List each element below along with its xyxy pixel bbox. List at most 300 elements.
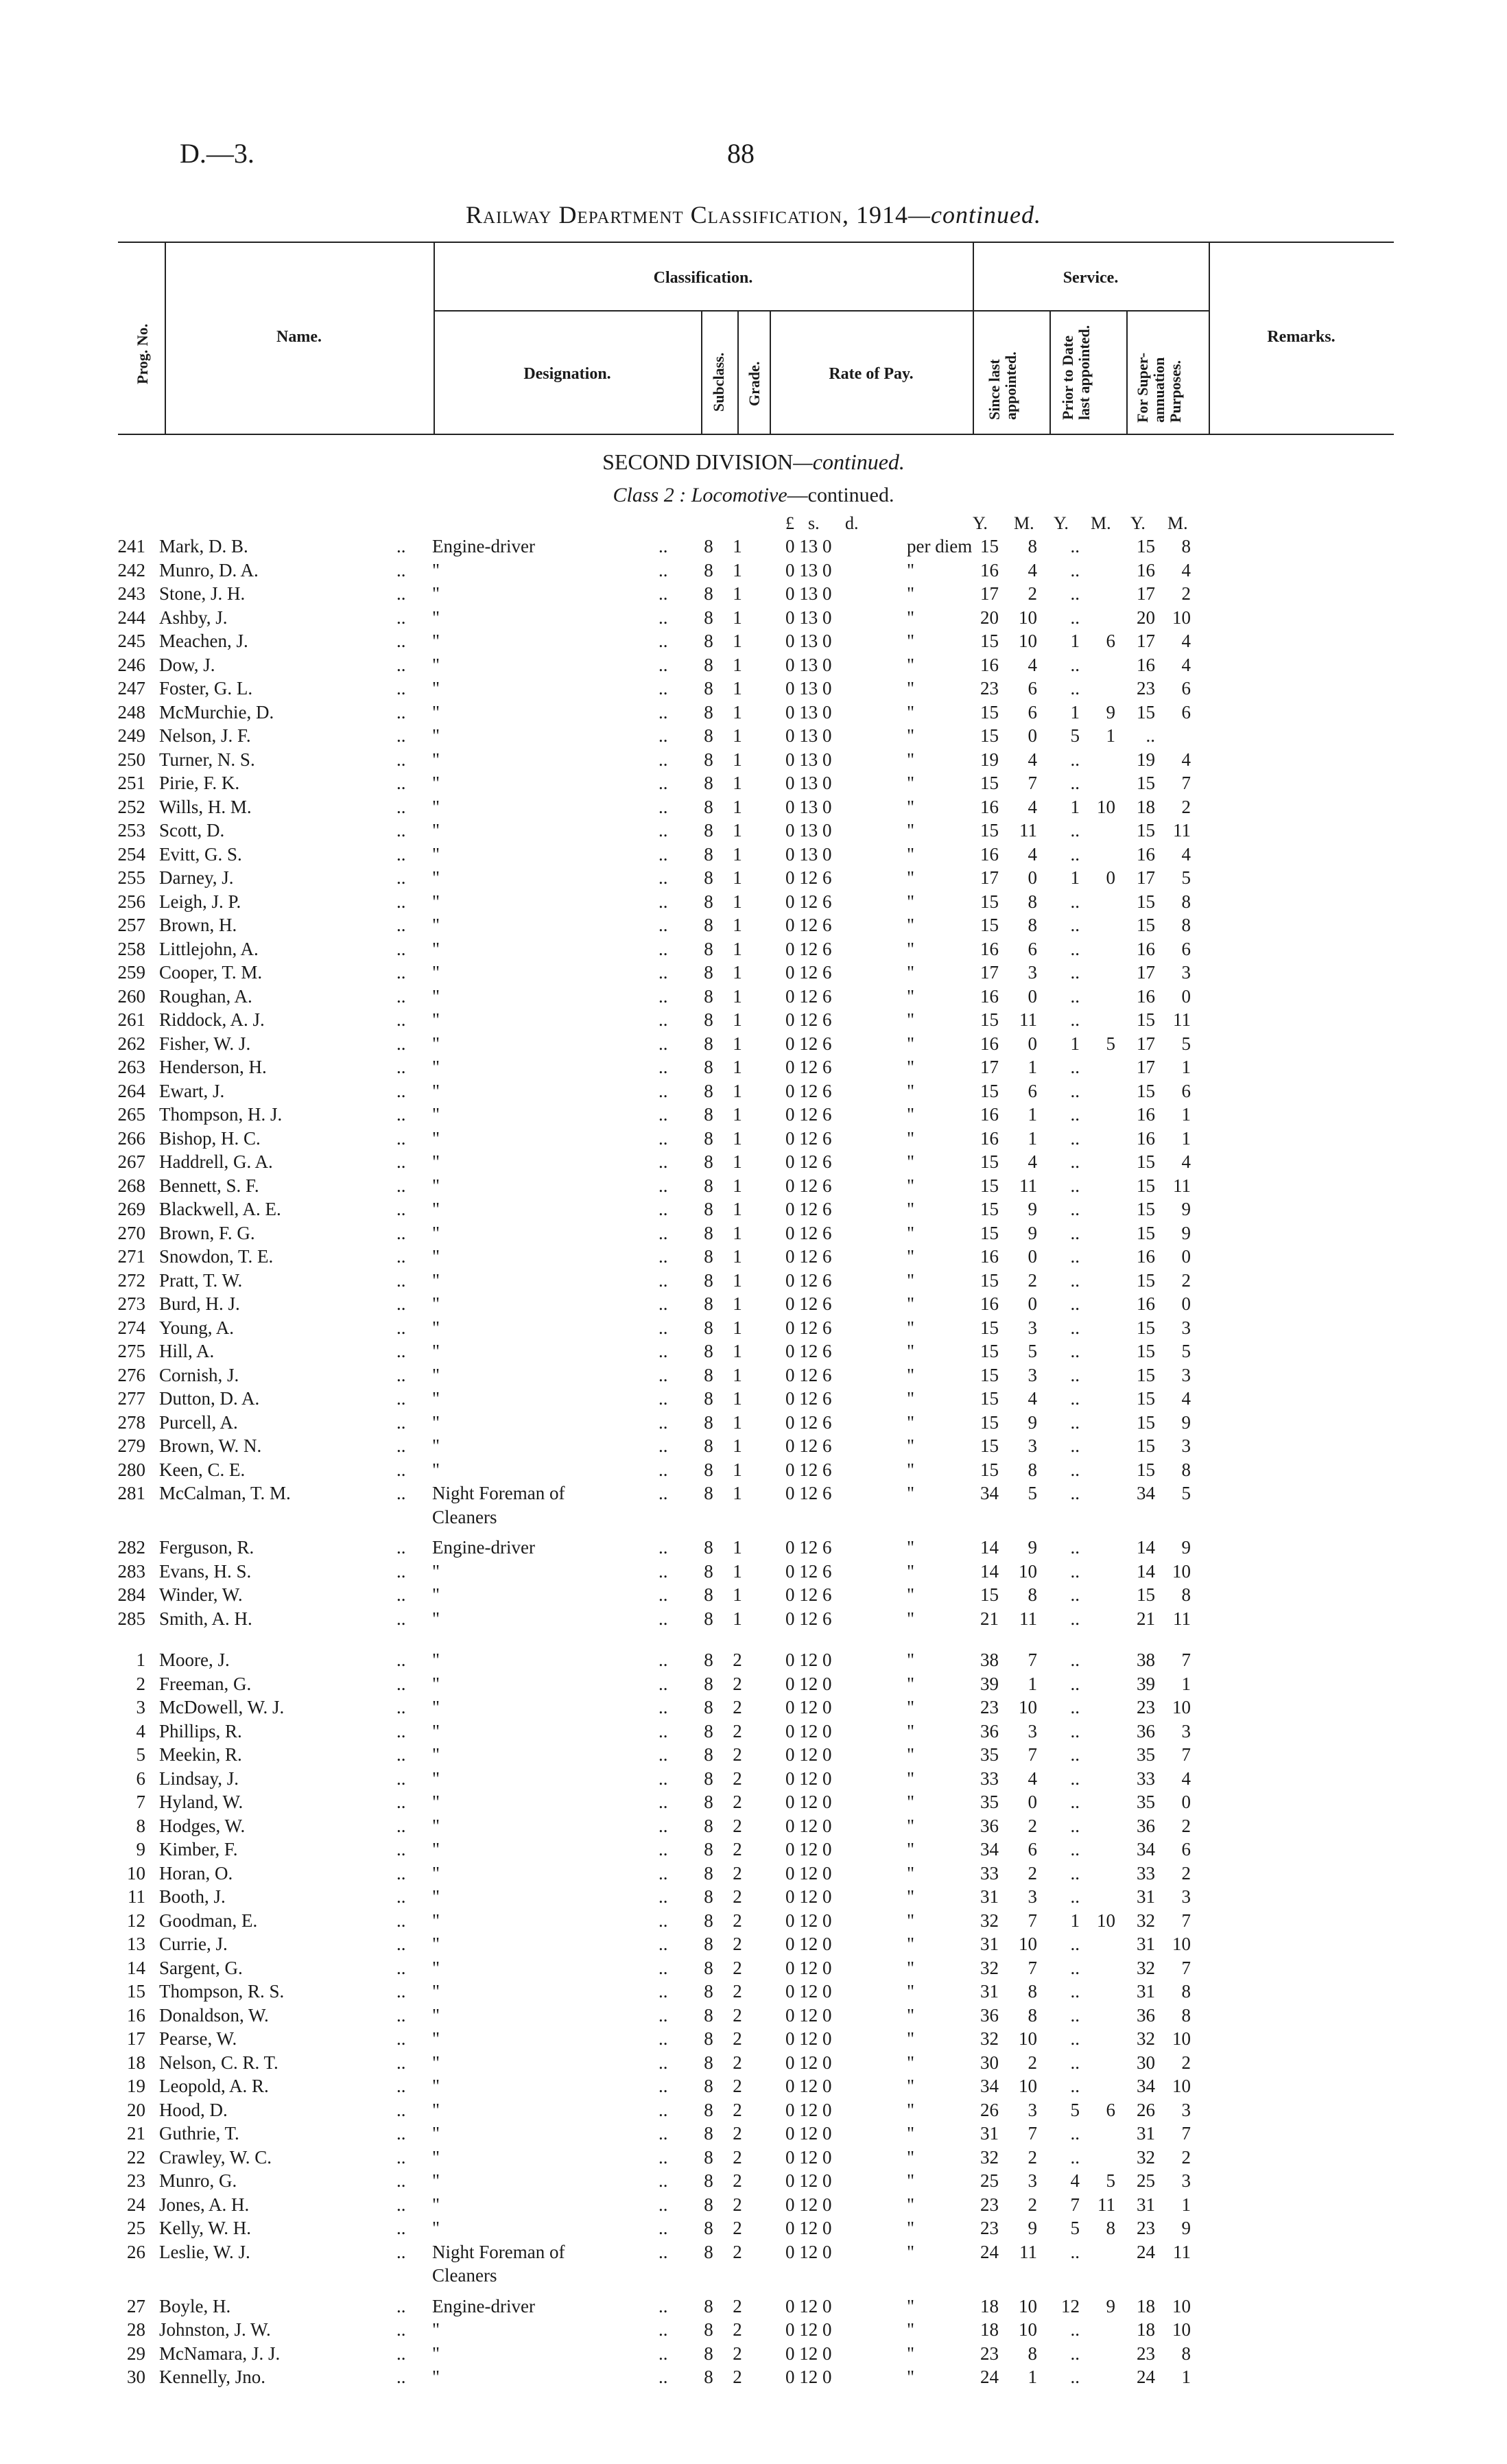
pay-period: " [907, 939, 915, 959]
section-heading [0, 449, 1507, 475]
pay-period: " [907, 1435, 915, 1456]
rate-of-pay: 0 12 0 [785, 2170, 832, 2191]
rate-of-pay: 0 12 6 [785, 1483, 832, 1503]
employee-name: Freeman, G. [159, 1674, 252, 1694]
table-row [0, 1744, 1507, 1765]
rate-of-pay: 0 12 6 [785, 1057, 832, 1077]
super-months: 10 [1172, 2028, 1191, 2049]
table-row [0, 535, 1507, 557]
designation: " [432, 1365, 440, 1385]
prior-years: .. [1070, 2005, 1080, 2026]
table-row [0, 1560, 1507, 1582]
since-years: 17 [980, 867, 999, 888]
leader-dots: .. [658, 1199, 668, 1219]
subclass: 8 [704, 1584, 713, 1605]
grade: 2 [733, 1863, 742, 1884]
employee-name: Thompson, H. J. [159, 1104, 283, 1125]
prior-years: .. [1070, 844, 1080, 865]
prior-years: .. [1070, 820, 1080, 841]
grade: 1 [733, 1033, 742, 1054]
rate-of-pay: 0 12 0 [785, 1792, 832, 1812]
table-row [0, 2264, 1507, 2286]
since-months: 4 [1028, 560, 1037, 580]
since-years: 26 [980, 2100, 999, 2120]
since-months: 4 [1028, 1151, 1037, 1172]
designation: " [432, 1561, 440, 1582]
pay-period: " [907, 1768, 915, 1789]
grade: 1 [733, 1365, 742, 1385]
col-name: Name. [276, 328, 322, 346]
super-months: 5 [1181, 1341, 1191, 1361]
leader-dots: .. [396, 2242, 406, 2262]
designation: " [432, 2028, 440, 2049]
rate-of-pay: 0 12 6 [785, 867, 832, 888]
grade: 1 [733, 1293, 742, 1314]
grade: 1 [733, 1246, 742, 1267]
subclass: 8 [704, 1934, 713, 1954]
pay-period: " [907, 2367, 915, 2387]
leader-dots: .. [658, 962, 668, 983]
grade: 1 [733, 939, 742, 959]
table-row [0, 1838, 1507, 1860]
since-years: 38 [980, 1650, 999, 1670]
prior-months: 6 [1106, 631, 1115, 651]
prior-months: 9 [1106, 702, 1115, 723]
leader-dots: .. [658, 1910, 668, 1931]
grade: 2 [733, 1910, 742, 1931]
since-months: 9 [1028, 1199, 1037, 1219]
leader-dots: .. [396, 1537, 406, 1558]
prior-years: 1 [1070, 631, 1080, 651]
leader-dots: .. [396, 2367, 406, 2387]
pay-period: " [907, 1839, 915, 1859]
prog-no: 28 [127, 2319, 145, 2340]
subclass: 8 [704, 797, 713, 817]
since-months: 2 [1028, 1270, 1037, 1291]
pay-period: " [907, 583, 915, 604]
super-years: 15 [1137, 1270, 1155, 1291]
table-row [0, 654, 1507, 676]
leader-dots: .. [396, 1175, 406, 1196]
super-years: 16 [1137, 560, 1155, 580]
prog-no: 14 [127, 1958, 145, 1978]
designation: " [432, 1981, 440, 2002]
subclass: 8 [704, 2100, 713, 2120]
super-years: 19 [1137, 749, 1155, 770]
subclass: 8 [704, 678, 713, 699]
since-years: 31 [980, 1886, 999, 1907]
super-years: 23 [1137, 1697, 1155, 1717]
table-row [0, 819, 1507, 841]
super-months: 9 [1181, 1223, 1191, 1243]
designation: " [432, 631, 440, 651]
employee-name: Pirie, F. K. [159, 773, 240, 793]
table-row [0, 1862, 1507, 1884]
super-months: 2 [1181, 2052, 1191, 2073]
employee-name: Snowdon, T. E. [159, 1246, 274, 1267]
col-divider [1049, 310, 1051, 435]
leader-dots: .. [658, 2100, 668, 2120]
leader-dots: .. [658, 939, 668, 959]
designation: " [432, 820, 440, 841]
designation: " [432, 1435, 440, 1456]
leader-dots: .. [396, 1744, 406, 1765]
super-years: 34 [1137, 1483, 1155, 1503]
page-number: 88 [727, 138, 755, 169]
employee-name: Brown, W. N. [159, 1435, 262, 1456]
pay-period: " [907, 2343, 915, 2364]
pay-period: " [907, 1561, 915, 1582]
grade: 2 [733, 2343, 742, 2364]
prior-months: 6 [1106, 2100, 1115, 2120]
since-months: 7 [1028, 2123, 1037, 2144]
table-row [0, 1506, 1507, 1528]
rate-of-pay: 0 12 6 [785, 891, 832, 912]
grade: 2 [733, 1721, 742, 1741]
super-months: 8 [1181, 536, 1191, 556]
rate-of-pay: 0 12 0 [785, 2123, 832, 2144]
employee-name: Ferguson, R. [159, 1537, 254, 1558]
prog-no: 285 [117, 1608, 145, 1629]
leader-dots: .. [396, 2076, 406, 2096]
prior-years: .. [1070, 1009, 1080, 1030]
leader-dots: .. [658, 1057, 668, 1077]
employee-name: Ewart, J. [159, 1081, 225, 1101]
leader-dots: .. [658, 536, 668, 556]
subclass: 8 [704, 1341, 713, 1361]
class-suffix: —continued. [787, 484, 894, 506]
super-months: 9 [1181, 1199, 1191, 1219]
leader-dots: .. [396, 1792, 406, 1812]
super-years: 26 [1137, 2100, 1155, 2120]
since-months: 3 [1028, 1317, 1037, 1338]
pay-period: " [907, 749, 915, 770]
employee-name: Wills, H. M. [159, 797, 252, 817]
title-main: Railway Department Classification, 1914 [466, 201, 909, 228]
super-months: 9 [1181, 1537, 1191, 1558]
prior-years: .. [1070, 1768, 1080, 1789]
rate-of-pay: 0 12 6 [785, 1459, 832, 1480]
since-months: 10 [1019, 631, 1037, 651]
prog-no: 277 [117, 1388, 145, 1409]
super-months: 1 [1181, 1128, 1191, 1149]
employee-name: Darney, J. [159, 867, 234, 888]
prior-years: .. [1070, 2076, 1080, 2096]
leader-dots: .. [396, 1199, 406, 1219]
designation: " [432, 702, 440, 723]
grade: 1 [733, 1081, 742, 1101]
super-years: 15 [1137, 820, 1155, 841]
super-months: 2 [1181, 1816, 1191, 1836]
super-years: 15 [1137, 1365, 1155, 1385]
leader-dots: .. [396, 2296, 406, 2316]
prior-years: .. [1070, 749, 1080, 770]
rate-of-pay: 0 13 0 [785, 655, 832, 675]
table-row [0, 1245, 1507, 1267]
super-years: 15 [1137, 1412, 1155, 1433]
super-months: 3 [1181, 2100, 1191, 2120]
since-months: 10 [1019, 2296, 1037, 2316]
pay-period: " [907, 1674, 915, 1694]
leader-dots: .. [658, 2319, 668, 2340]
since-years: 36 [980, 2005, 999, 2026]
super-years: 15 [1137, 1151, 1155, 1172]
pay-period: " [907, 607, 915, 628]
grade: 1 [733, 1537, 742, 1558]
prior-years: .. [1070, 1128, 1080, 1149]
employee-name: Scott, D. [159, 820, 225, 841]
rate-of-pay: 0 12 0 [785, 1768, 832, 1789]
table-row [0, 961, 1507, 983]
prior-years: .. [1070, 2319, 1080, 2340]
leader-dots: .. [396, 797, 406, 817]
super-months: 10 [1172, 2319, 1191, 2340]
prior-years: .. [1070, 2028, 1080, 2049]
super-years: 17 [1137, 1057, 1155, 1077]
prog-no: 269 [117, 1199, 145, 1219]
grade: 2 [733, 2218, 742, 2238]
prog-no: 253 [117, 820, 145, 841]
employee-name: Dutton, D. A. [159, 1388, 260, 1409]
super-years: 16 [1137, 1104, 1155, 1125]
leader-dots: .. [658, 2194, 668, 2215]
since-years: 31 [980, 1934, 999, 1954]
leader-dots: .. [658, 1768, 668, 1789]
leader-dots: .. [396, 536, 406, 556]
since-years: 36 [980, 1816, 999, 1836]
table-row [0, 843, 1507, 865]
table-row [0, 2241, 1507, 2263]
employee-name: Riddock, A. J. [159, 1009, 265, 1030]
table-row [0, 607, 1507, 629]
prior-years: 5 [1070, 725, 1080, 746]
since-months: 4 [1028, 844, 1037, 865]
rate-of-pay: 0 12 6 [785, 986, 832, 1007]
leader-dots: .. [658, 1697, 668, 1717]
rate-of-pay: 0 12 0 [785, 1697, 832, 1717]
pay-period: " [907, 2296, 915, 2316]
super-months: 3 [1181, 1317, 1191, 1338]
leader-dots: .. [658, 773, 668, 793]
since-months: 7 [1028, 1744, 1037, 1765]
pay-period: " [907, 1175, 915, 1196]
designation: " [432, 1293, 440, 1314]
since-months: 0 [1028, 1033, 1037, 1054]
prior-years: .. [1070, 773, 1080, 793]
subclass: 8 [704, 2319, 713, 2340]
since-years: 15 [980, 1223, 999, 1243]
since-years: 23 [980, 1697, 999, 1717]
super-months: 7 [1181, 1910, 1191, 1931]
employee-name: Kelly, W. H. [159, 2218, 251, 2238]
since-years: 16 [980, 1104, 999, 1125]
super-years: 15 [1137, 1009, 1155, 1030]
grade: 1 [733, 1435, 742, 1456]
super-months: 7 [1181, 1958, 1191, 1978]
subclass: 8 [704, 1459, 713, 1480]
since-months: 5 [1028, 1341, 1037, 1361]
super-years: 31 [1137, 2123, 1155, 2144]
designation: " [432, 1674, 440, 1694]
super-years: 16 [1137, 1246, 1155, 1267]
since-months: 6 [1028, 678, 1037, 699]
grade: 2 [733, 1886, 742, 1907]
grade: 1 [733, 797, 742, 817]
super-years: 15 [1137, 891, 1155, 912]
grade: 2 [733, 2028, 742, 2049]
designation: " [432, 2076, 440, 2096]
super-months: 1 [1181, 1674, 1191, 1694]
pay-period: per diem [907, 536, 973, 556]
since-months: 2 [1028, 2194, 1037, 2215]
employee-name: Purcell, A. [159, 1412, 238, 1433]
col-designation: Designation. [523, 365, 611, 383]
leader-dots: .. [396, 1412, 406, 1433]
employee-name: Mark, D. B. [159, 536, 248, 556]
grade: 2 [733, 2194, 742, 2215]
rate-of-pay: 0 12 0 [785, 2100, 832, 2120]
rate-of-pay: 0 12 6 [785, 1246, 832, 1267]
rate-of-pay: 0 13 0 [785, 583, 832, 604]
pay-period: " [907, 2170, 915, 2191]
leader-dots: .. [396, 1128, 406, 1149]
designation: " [432, 2005, 440, 2026]
employee-name: Horan, O. [159, 1863, 233, 1884]
leader-dots: .. [658, 915, 668, 935]
table-row [0, 1768, 1507, 1790]
rate-of-pay: 0 12 0 [785, 2242, 832, 2262]
col-prog-no: Prog. No. [134, 323, 151, 384]
leader-dots: .. [658, 1223, 668, 1243]
rate-of-pay: 0 12 0 [785, 2147, 832, 2168]
designation: " [432, 867, 440, 888]
designation: " [432, 915, 440, 935]
pay-period: " [907, 2005, 915, 2026]
subclass: 8 [704, 1537, 713, 1558]
prior-years: .. [1070, 1650, 1080, 1670]
super-years: 17 [1137, 583, 1155, 604]
prog-no: 10 [127, 1863, 145, 1884]
table-row [0, 1886, 1507, 1908]
since-years: 15 [980, 820, 999, 841]
subclass: 8 [704, 939, 713, 959]
leader-dots: .. [658, 2147, 668, 2168]
pay-period: " [907, 1886, 915, 1907]
leader-dots: .. [658, 1341, 668, 1361]
table-row [0, 1435, 1507, 1457]
super-years: 35 [1137, 1744, 1155, 1765]
prog-no: 271 [117, 1246, 145, 1267]
super-months: 8 [1181, 915, 1191, 935]
leader-dots: .. [658, 1483, 668, 1503]
since-months: 10 [1019, 2319, 1037, 2340]
since-years: 24 [980, 2367, 999, 2387]
rate-of-pay: 0 12 0 [785, 2367, 832, 2387]
leader-dots: .. [658, 655, 668, 675]
grade: 2 [733, 2367, 742, 2387]
super-months: 2 [1181, 1270, 1191, 1291]
subclass: 8 [704, 1365, 713, 1385]
leader-dots: .. [396, 607, 406, 628]
prior-years: .. [1070, 536, 1080, 556]
super-years: 15 [1137, 536, 1155, 556]
super-months: 8 [1181, 1459, 1191, 1480]
table-row [0, 559, 1507, 581]
super-months: 8 [1181, 2343, 1191, 2364]
since-months: 7 [1028, 773, 1037, 793]
since-months: 0 [1028, 1246, 1037, 1267]
since-years: 15 [980, 1365, 999, 1385]
pay-period: " [907, 678, 915, 699]
employee-name: Fisher, W. J. [159, 1033, 251, 1054]
employee-name: Stone, J. H. [159, 583, 246, 604]
prior-months: 0 [1106, 867, 1115, 888]
super-years: 16 [1137, 986, 1155, 1007]
designation: " [432, 655, 440, 675]
table-row [0, 2217, 1507, 2239]
table-row [0, 1459, 1507, 1481]
table-row [0, 2052, 1507, 2074]
leader-dots: .. [396, 939, 406, 959]
prior-years: .. [1070, 583, 1080, 604]
super-years: 20 [1137, 607, 1155, 628]
since-years: 17 [980, 1057, 999, 1077]
since-months: 4 [1028, 1768, 1037, 1789]
since-years: 15 [980, 1459, 999, 1480]
employee-name: Donaldson, W. [159, 2005, 269, 2026]
prog-no: 280 [117, 1459, 145, 1480]
leader-dots: .. [658, 2170, 668, 2191]
leader-dots: .. [658, 1886, 668, 1907]
leader-dots: .. [658, 1033, 668, 1054]
grade: 1 [733, 1128, 742, 1149]
since-months: 7 [1028, 1910, 1037, 1931]
designation: " [432, 1863, 440, 1884]
pay-period: " [907, 2052, 915, 2073]
employee-name: Kennelly, Jno. [159, 2367, 265, 2387]
leader-dots: .. [658, 1459, 668, 1480]
leader-dots: .. [658, 1584, 668, 1605]
prog-no: 29 [127, 2343, 145, 2364]
since-months: 11 [1019, 1608, 1037, 1629]
subclass: 8 [704, 1412, 713, 1433]
prior-years: .. [1070, 1223, 1080, 1243]
super-months: 8 [1181, 2005, 1191, 2026]
rate-of-pay: 0 12 0 [785, 2296, 832, 2316]
prior-years: 1 [1070, 1033, 1080, 1054]
subclass: 8 [704, 631, 713, 651]
rate-of-pay: 0 12 0 [785, 1650, 832, 1670]
since-months: 4 [1028, 1388, 1037, 1409]
super-months: 7 [1181, 1650, 1191, 1670]
super-months: 3 [1181, 2170, 1191, 2191]
super-months: 6 [1181, 939, 1191, 959]
table-row [0, 2004, 1507, 2026]
table-row [0, 1009, 1507, 1031]
employee-name: Crawley, W. C. [159, 2147, 272, 2168]
table-row [0, 1608, 1507, 1630]
prior-months: 11 [1097, 2194, 1115, 2215]
prog-no: 284 [117, 1584, 145, 1605]
rate-of-pay: 0 12 0 [785, 2218, 832, 2238]
super-years: 15 [1137, 1584, 1155, 1605]
since-months: 8 [1028, 536, 1037, 556]
leader-dots: .. [658, 1081, 668, 1101]
grade: 1 [733, 891, 742, 912]
super-years: 39 [1137, 1674, 1155, 1694]
grade: 2 [733, 2170, 742, 2191]
table-row [0, 1720, 1507, 1742]
